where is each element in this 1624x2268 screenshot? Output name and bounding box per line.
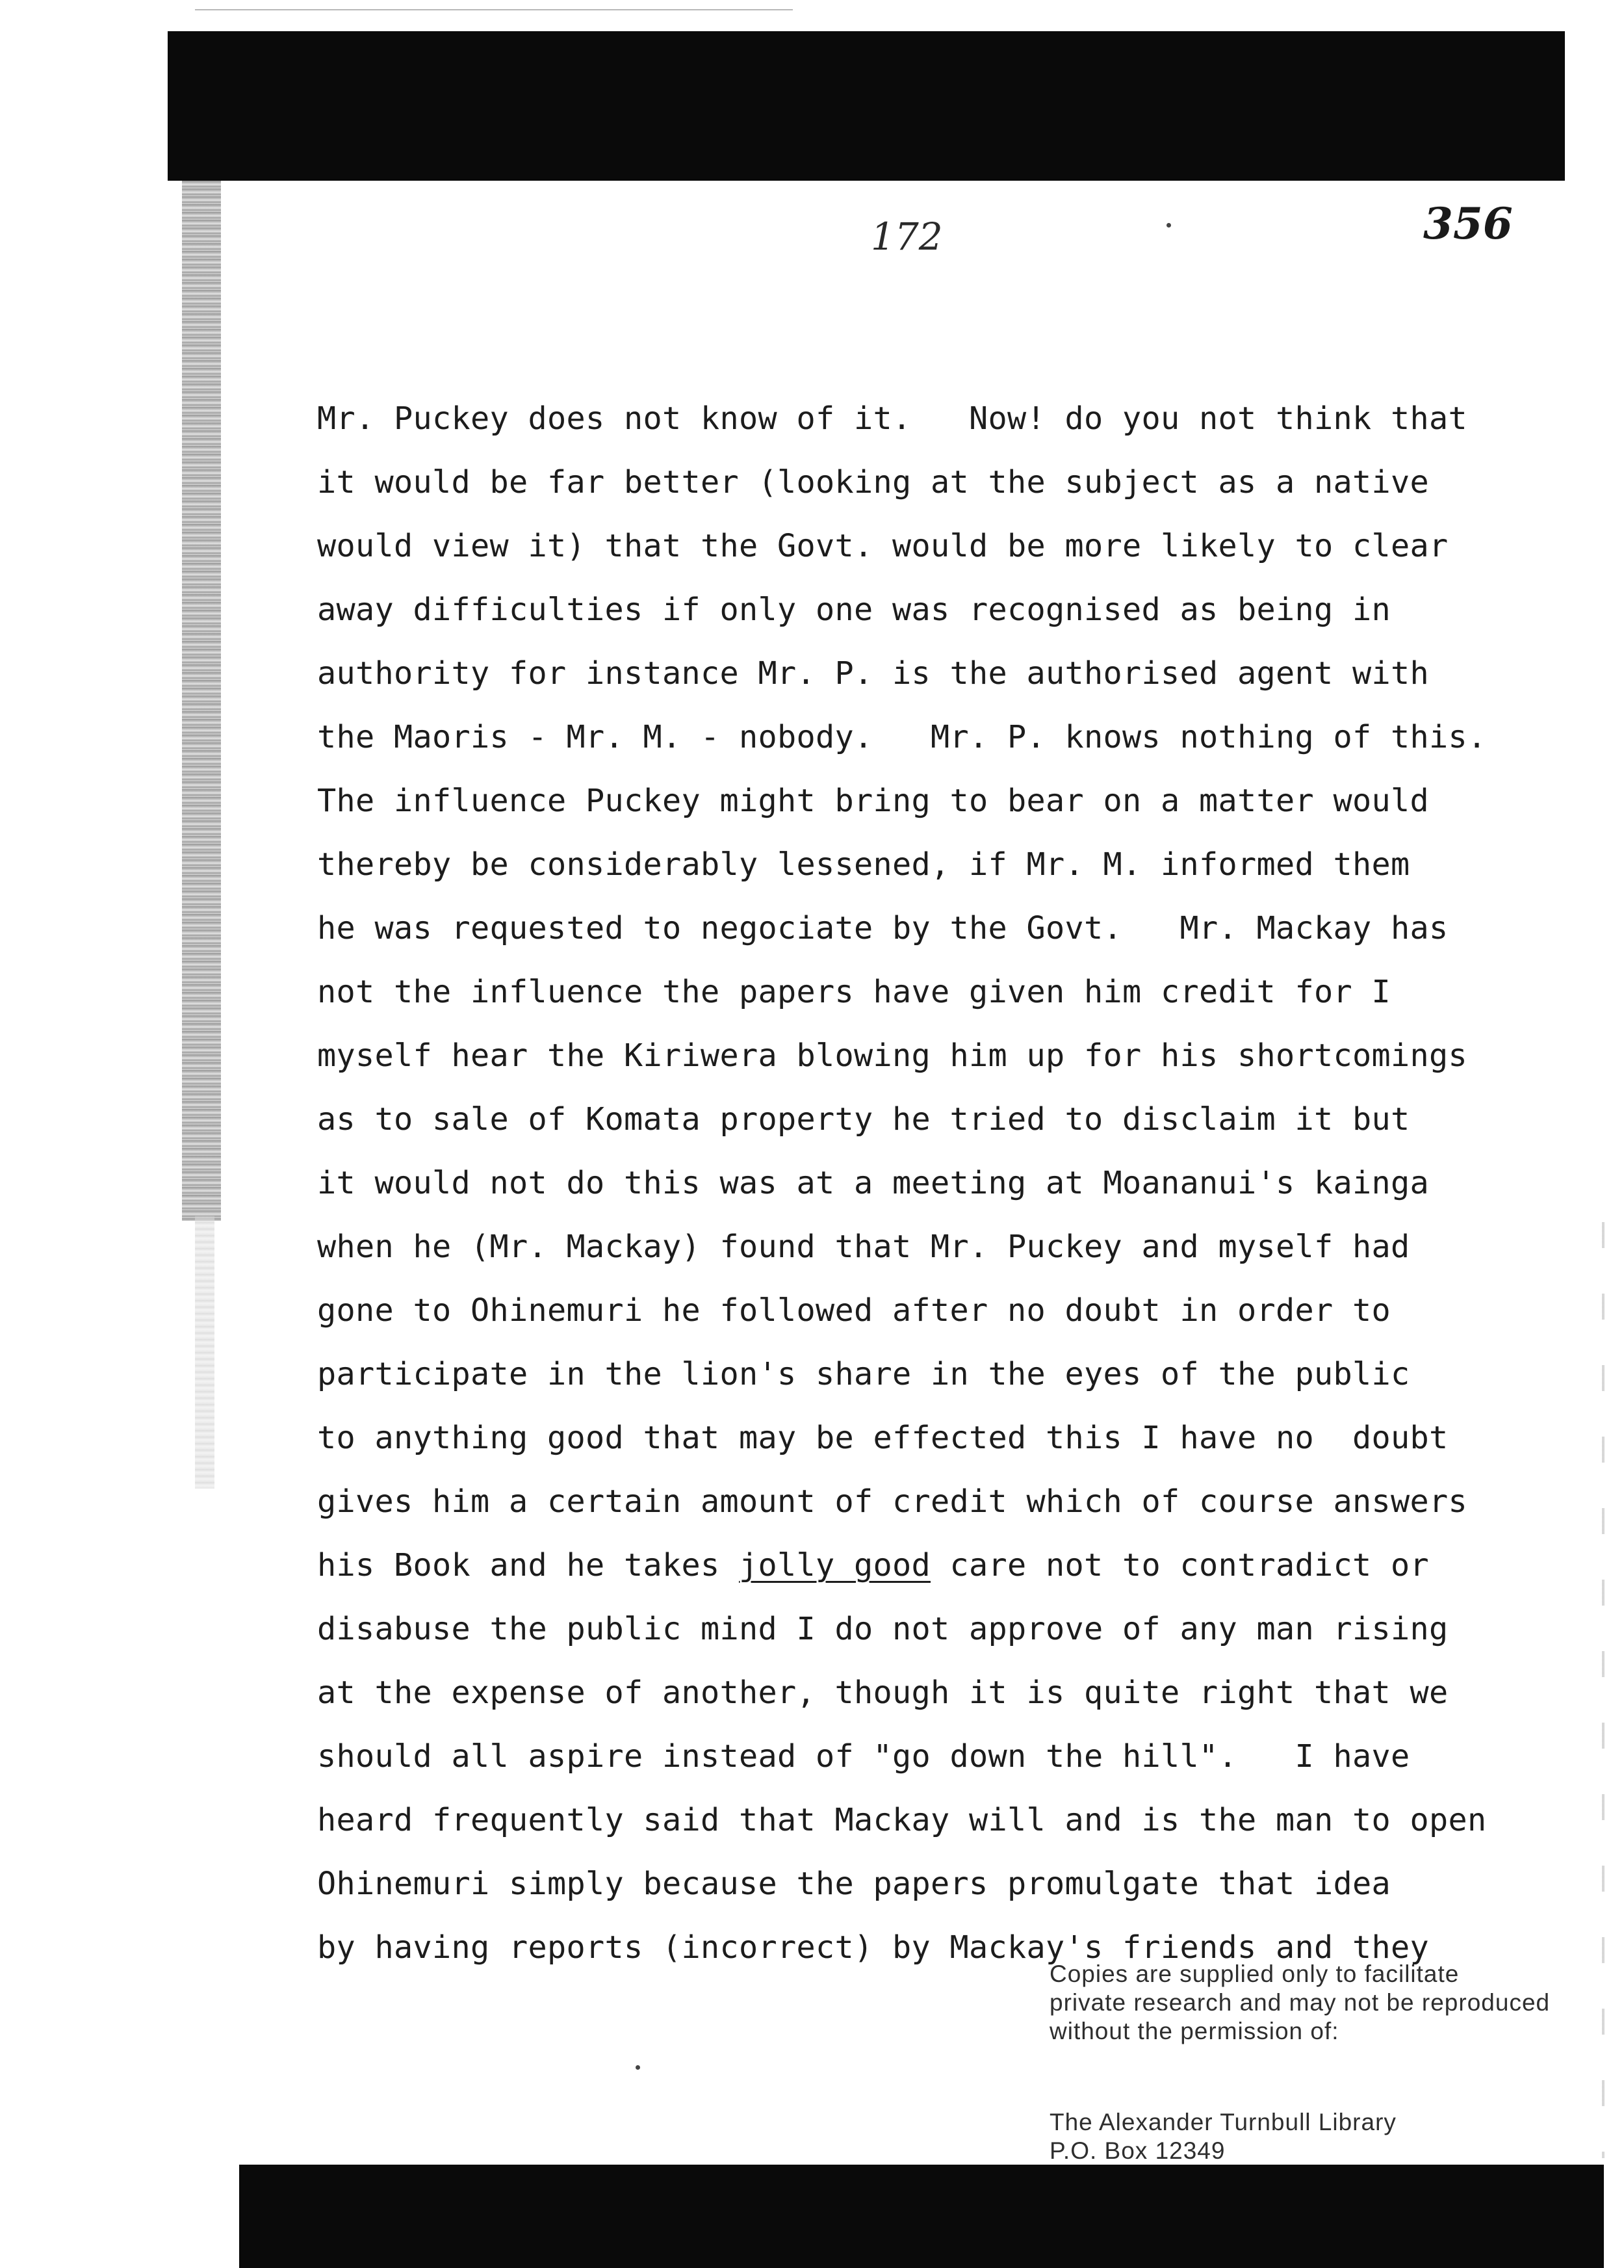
text-line: The influence Puckey might bring to bear on a matter would — [317, 783, 1429, 819]
scan-border-top — [168, 31, 1565, 181]
text-line: not the influence the papers have given him credit for I — [317, 974, 1391, 1010]
scan-border-bottom — [239, 2165, 1604, 2268]
text-line: he was requested to negociate by the Govt. Mr. Mackay has — [317, 910, 1449, 946]
text-line: disabuse the public mind I do not approve of any man rising — [317, 1611, 1449, 1647]
scan-binding-edge-faded — [195, 1216, 214, 1489]
text-line: thereby be considerably lessened, if Mr. M. informed them — [317, 846, 1410, 883]
text-line: the Maoris - Mr. M. - nobody. Mr. P. knows nothing of this. — [317, 719, 1487, 755]
text-line: gives him a certain amount of credit which of course answers — [317, 1483, 1467, 1520]
text-line: by having reports (incorrect) by Mackay's friends and they — [317, 1929, 1429, 1966]
text-line: to anything good that may be effected this I have no doubt — [317, 1420, 1449, 1456]
text-line: Mr. Puckey does not know of it. Now! do you not think that — [317, 400, 1467, 437]
text-line: as to sale of Komata property he tried to disclaim it but — [317, 1101, 1410, 1138]
ink-speck — [1166, 223, 1171, 228]
text-line: when he (Mr. Mackay) found that Mr. Puckey and myself had — [317, 1229, 1410, 1265]
text-segment: care not to contradict or — [931, 1547, 1429, 1584]
text-line: away difficulties if only one was recognised as being in — [317, 592, 1391, 628]
letter-body — [317, 387, 1584, 1979]
text-line: heard frequently said that Mackay will and is the man to open — [317, 1802, 1487, 1838]
text-segment: his Book and he takes — [317, 1547, 739, 1584]
text-line: gone to Ohinemuri he followed after no doubt in order to — [317, 1292, 1391, 1329]
text-line: it would not do this was at a meeting at Moananui's kainga — [317, 1165, 1429, 1201]
scan-binding-edge — [182, 181, 221, 1221]
underlined-phrase: jolly good — [739, 1547, 931, 1584]
stamp-line: The Alexander Turnbull Library — [1050, 2109, 1397, 2135]
scan-margin-marks — [1602, 1222, 1605, 2158]
stamp-line: P.O. Box 12349 — [1050, 2137, 1226, 2164]
stamp-line: private research and may not be reproduced — [1050, 1989, 1551, 2016]
text-line: would view it) that the Govt. would be more likely to clear — [317, 528, 1449, 564]
text-line: it would be far better (looking at the subject as a native — [317, 464, 1429, 501]
text-line: authority for instance Mr. P. is the authorised agent with — [317, 655, 1429, 692]
stamp-line: without the permission of: — [1050, 2018, 1339, 2044]
text-line-with-underline — [317, 1533, 1584, 1597]
handwritten-page-number: 172 — [871, 215, 943, 259]
text-line: myself hear the Kiriwera blowing him up for his shortcomings — [317, 1037, 1467, 1074]
folio-number: 356 — [1423, 198, 1513, 249]
library-copyright-stamp — [1050, 1960, 1589, 2194]
ink-speck — [636, 2065, 640, 2070]
text-line: at the expense of another, though it is quite right that we — [317, 1675, 1449, 1711]
stamp-line: Copies are supplied only to facilitate — [1050, 1961, 1460, 1987]
text-line: should all aspire instead of "go down the hill". I have — [317, 1738, 1410, 1775]
scan-edge-line — [195, 9, 793, 10]
text-line: Ohinemuri simply because the papers promulgate that idea — [317, 1866, 1391, 1902]
text-line: participate in the lion's share in the eyes of the public — [317, 1356, 1410, 1392]
